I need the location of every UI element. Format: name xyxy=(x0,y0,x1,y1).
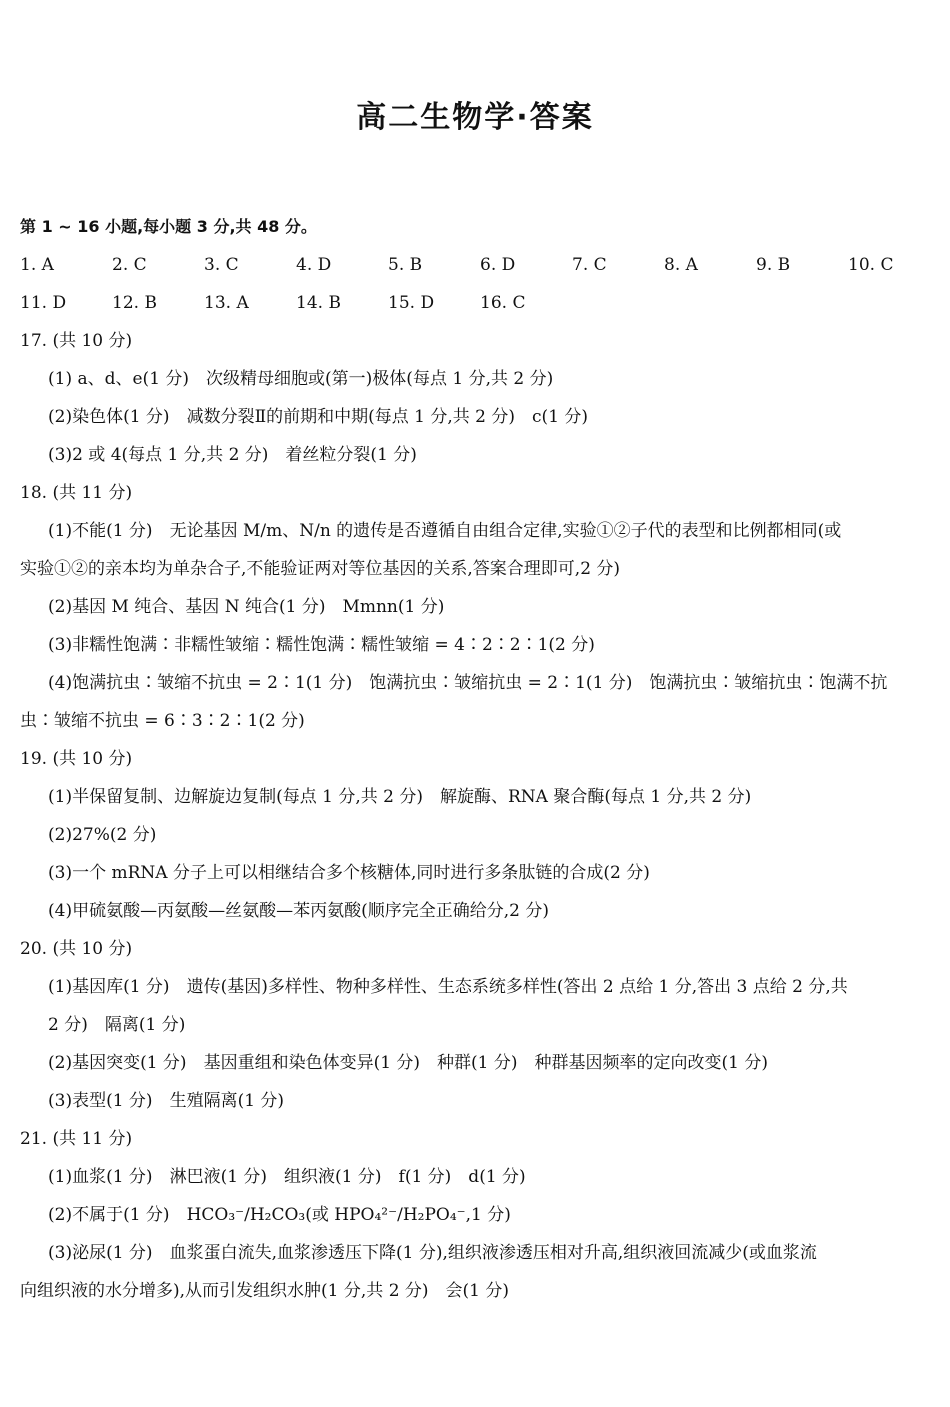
mc-answer: 2. C xyxy=(112,255,147,275)
mc-answer: 13. A xyxy=(204,293,249,313)
q19-heading: 19. (共 10 分) xyxy=(20,749,133,769)
q21-heading: 21. (共 11 分) xyxy=(20,1129,133,1149)
q21-part-3-continued: 向组织液的水分增多),从而引发组织水肿(1 分,共 2 分) 会(1 分) xyxy=(20,1281,510,1301)
q21-part-1: (1)血浆(1 分) 淋巴液(1 分) 组织液(1 分) f(1 分) d(1 分) xyxy=(48,1167,526,1187)
mc-answer: 6. D xyxy=(480,255,516,275)
mc-answer: 10. C xyxy=(848,255,894,275)
answer-content xyxy=(20,208,932,1310)
q19-part-3: (3)一个 mRNA 分子上可以相继结合多个核糖体,同时进行多条肽链的合成(2 分) xyxy=(48,863,650,883)
q20-part-1-continued: 2 分) 隔离(1 分) xyxy=(48,1015,186,1035)
q18-part-3: (3)非糯性饱满∶非糯性皱缩∶糯性饱满∶糯性皱缩 = 4∶2∶2∶1(2 分) xyxy=(48,635,595,655)
q19-part-2: (2)27%(2 分) xyxy=(48,825,157,845)
mc-answer: 3. C xyxy=(204,255,239,275)
q21-part-3: (3)泌尿(1 分) 血浆蛋白流失,血浆渗透压下降(1 分),组织液渗透压相对升高,组织液回流减少(或血浆流 xyxy=(48,1243,817,1263)
q20-heading: 20. (共 10 分) xyxy=(20,939,133,959)
mc-answer: 7. C xyxy=(572,255,607,275)
q20-part-3: (3)表型(1 分) 生殖隔离(1 分) xyxy=(48,1091,285,1111)
q18-part-2: (2)基因 M 纯合、基因 N 纯合(1 分) Mmnn(1 分) xyxy=(48,597,445,617)
q18-part-1: (1)不能(1 分) 无论基因 M/m、N/n 的遗传是否遵循自由组合定律,实验①②子代的表型和比例都相同(或 xyxy=(48,521,842,541)
q17-part-2: (2)染色体(1 分) 减数分裂Ⅱ的前期和中期(每点 1 分,共 2 分) c(1 分) xyxy=(48,407,589,427)
q17-part-3: (3)2 或 4(每点 1 分,共 2 分) 着丝粒分裂(1 分) xyxy=(48,445,417,465)
q20-part-2: (2)基因突变(1 分) 基因重组和染色体变异(1 分) 种群(1 分) 种群基因频率的定向改变(1 分) xyxy=(48,1053,769,1073)
q18-heading: 18. (共 11 分) xyxy=(20,483,133,503)
q18-part-1-continued: 实验①②的亲本均为单杂合子,不能验证两对等位基因的关系,答案合理即可,2 分) xyxy=(20,559,621,579)
mc-answer: 15. D xyxy=(388,293,435,313)
mc-answer: 8. A xyxy=(664,255,698,275)
q17-part-1: (1) a、d、e(1 分) 次级精母细胞或(第一)极体(每点 1 分,共 2 分) xyxy=(48,369,554,389)
page-title: 高二生物学·答案 xyxy=(356,100,594,135)
mc-answer: 4. D xyxy=(296,255,332,275)
q21-part-2: (2)不属于(1 分) HCO₃⁻/H₂CO₃(或 HPO₄²⁻/H₂PO₄⁻,1 分) xyxy=(48,1205,511,1225)
mc-answer: 1. A xyxy=(20,255,54,275)
mc-answers-row-1 xyxy=(20,246,932,284)
mc-answer: 5. B xyxy=(388,255,423,275)
q18-part-4: (4)饱满抗虫∶皱缩不抗虫 = 2∶1(1 分) 饱满抗虫∶皱缩抗虫 = 2∶1(1 分) 饱满抗虫∶皱缩抗虫∶饱满不抗 xyxy=(48,673,888,693)
mc-answers-row-2 xyxy=(20,284,932,322)
q19-part-1: (1)半保留复制、边解旋边复制(每点 1 分,共 2 分) 解旋酶、RNA 聚合酶(每点 1 分,共 2 分) xyxy=(48,787,752,807)
q20-part-1: (1)基因库(1 分) 遗传(基因)多样性、物种多样性、生态系统多样性(答出 2 点给 1 分,答出 3 点给 2 分,共 xyxy=(48,977,848,997)
mc-answer: 12. B xyxy=(112,293,157,313)
q19-part-4: (4)甲硫氨酸—丙氨酸—丝氨酸—苯丙氨酸(顺序完全正确给分,2 分) xyxy=(48,901,549,921)
q18-part-4-continued: 虫∶皱缩不抗虫 = 6∶3∶2∶1(2 分) xyxy=(20,711,305,731)
mc-answer: 16. C xyxy=(480,293,526,313)
mc-answer: 11. D xyxy=(20,293,67,313)
mc-answer: 14. B xyxy=(296,293,341,313)
mc-intro: 第 1 ~ 16 小题,每小题 3 分,共 48 分。 xyxy=(20,217,317,236)
q17-heading: 17. (共 10 分) xyxy=(20,331,133,351)
mc-answer: 9. B xyxy=(756,255,791,275)
